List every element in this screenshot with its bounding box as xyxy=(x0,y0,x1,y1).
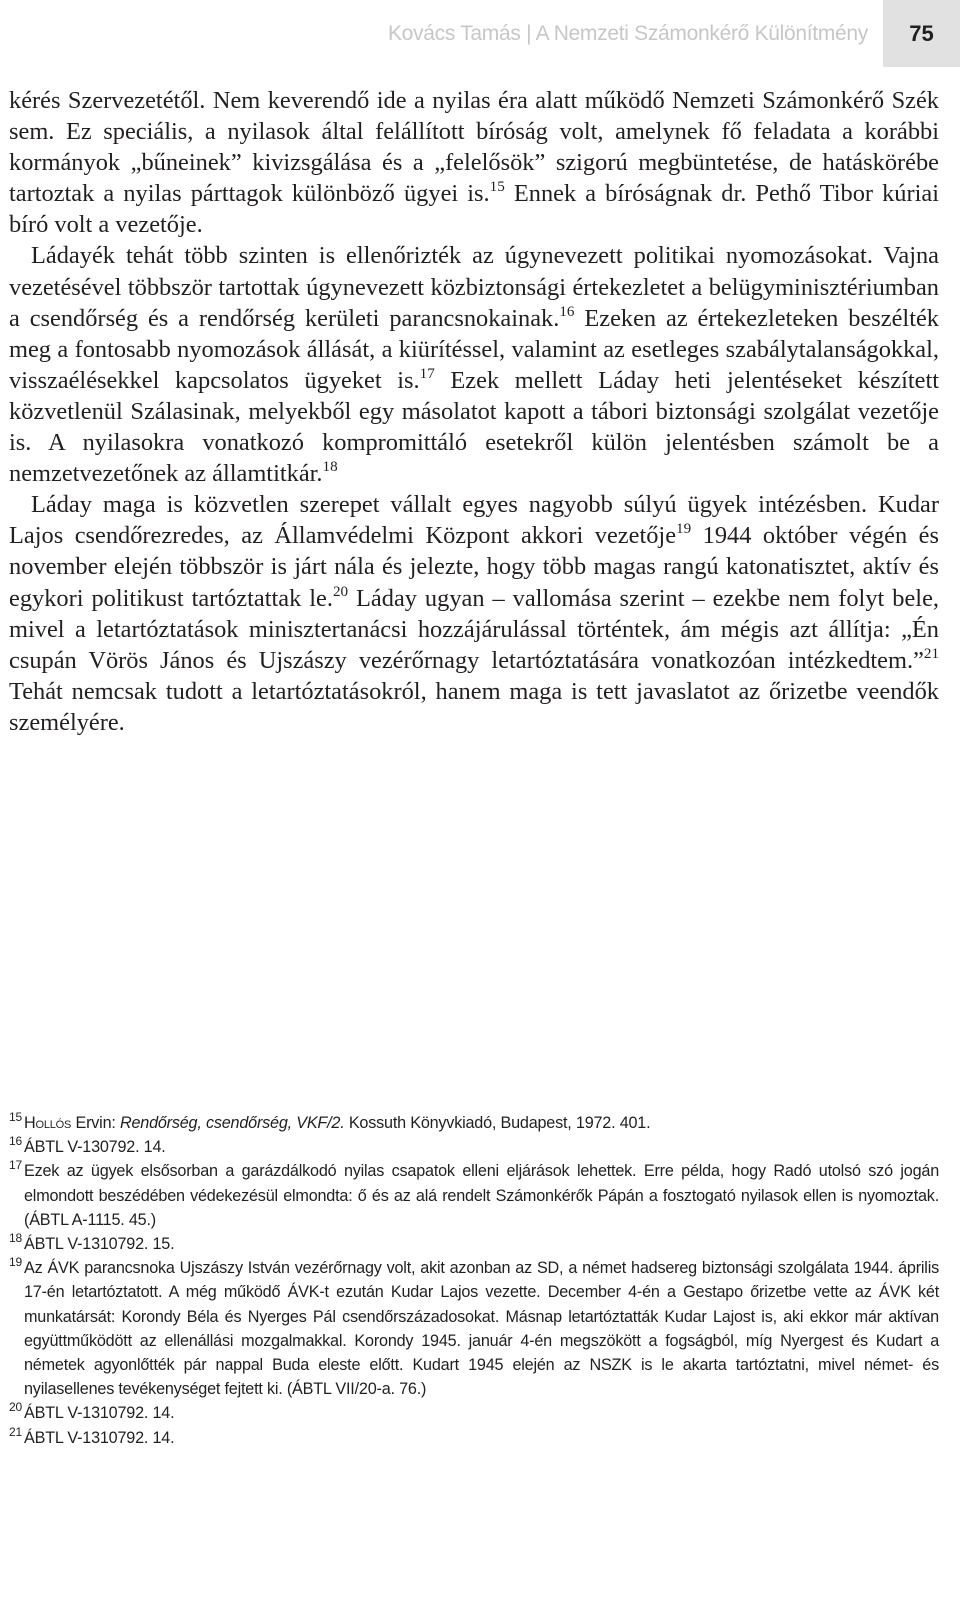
footnote-number: 21 xyxy=(9,1424,22,1439)
footnote-number: 20 xyxy=(9,1400,22,1415)
footnote-author: Hollós xyxy=(24,1114,72,1132)
footnote-ref-19: 19 xyxy=(676,521,692,538)
text-run: kérés Szervezetétől. Nem keverendő ide a nyilas éra alatt működő Nemzeti Számonkérő Szék sem. Ez speciális, a nyilasok által felállított bíróság volt, amelynek fő feladata a korábbi kormányok „bűneinek” kivizsgálása és a „felelősök” szigorú megbüntetése, de hatáskörébe tartoztak a nyilas párttagok különböző ügyei is. xyxy=(9,87,939,208)
footnote-ref-15: 15 xyxy=(489,179,505,196)
footnote-ref-16: 16 xyxy=(559,303,575,320)
footnote-text: ÁBTL V-1310792. 14. xyxy=(24,1404,175,1423)
text-run: 1944 október végén és november elején többször is járt nála és jelezte, hogy több magas rangú katonatisztet, aktív és egykori politikust tartóztattak le. xyxy=(9,522,940,612)
footnote-number: 19 xyxy=(9,1255,22,1270)
footnote-title: Rendőrség, csendőrség, VKF/2. xyxy=(119,1114,345,1132)
text-run: Tehát nemcsak tudott a letartóztatásokról, hanem maga is tett javaslatot az őrizetbe veendők személyére. xyxy=(9,677,939,736)
footnote-text: Kossuth Könyvkiadó, Budapest, 1972. 401. xyxy=(344,1114,651,1132)
main-text xyxy=(9,85,939,738)
footnote-number: 18 xyxy=(9,1231,22,1246)
footnote-text: ÁBTL V-1310792. 14. xyxy=(24,1428,175,1447)
footnote-19 xyxy=(9,1256,939,1401)
footnote-number: 17 xyxy=(9,1158,22,1173)
text-run: Ládayék tehát több szinten is ellenőrizték az úgynevezett politikai nyomozásokat. Vajna vezetésével többször tartottak úgynevezett közbiztonsági értekezletet a belügyminisztériumban a csendőrség és a rendőrség kerületi parancsnokainak. xyxy=(9,242,939,332)
footnote-text: Az ÁVK parancsnoka Ujszászy István vezérőrnagy volt, akit azonban az SD, a német hadsereg biztonsági szolgálata 1944. április 17-én letartóztatott. A még működő ÁVK-t ezután Kudar Lajos vezette. December 4-én a Gestapo őrizetbe vette az ÁVK két munkatársát: Korondy Béla és Nyerges Pál csendőrszázadosokat. Másnap letartóztatták Kudar Lajost is, aki ekkor már aktívan együttműködött az ellenállási mozgalmakkal. Korondy 1945. január 4-én megszökött a fogságból, míg Nyergest és Kudart a németek agyonlőtték pár nappal Buda eleste előtt. Kudart 1945 elején az NSZK is le akarta tartóztatni, mivel német- és nyilasellenes tevékenységet fejtett ki. (ÁBTL VII/20-a. 76.) xyxy=(24,1259,939,1399)
footnote-text: ÁBTL V-130792. 14. xyxy=(24,1138,166,1157)
text-run: Láday maga is közvetlen szerepet vállalt egyes nagyobb súlyú ügyek intézésben. Kudar Lajos csendőrezredes, az Államvédelmi Központ akkori vezetője xyxy=(9,491,939,550)
paragraph-3 xyxy=(9,489,939,738)
footnote-ref-17: 17 xyxy=(419,366,435,383)
footnote-number: 16 xyxy=(9,1134,22,1149)
footnote-18 xyxy=(9,1232,939,1256)
footnote-author-rest: Ervin: xyxy=(71,1114,120,1132)
footnote-17 xyxy=(9,1159,939,1232)
footnote-16 xyxy=(9,1135,939,1159)
page-number xyxy=(883,0,960,67)
paragraph-1 xyxy=(9,85,939,240)
text-run: Ezeken az értekezleteken beszélték meg a fontosabb nyomozások állását, a kiürítéssel, valamint az esetleges szabálytalanságokkal, visszaélésekkel kapcsolatos ügyeket is. xyxy=(9,304,939,394)
footnote-ref-18: 18 xyxy=(322,459,338,476)
page-number-label: 75 xyxy=(909,21,934,46)
footnote-ref-20: 20 xyxy=(332,583,349,600)
text-run: Ennek a bíróságnak dr. Pethő Tibor kúriai bíró volt a vezetője. xyxy=(9,180,940,239)
footnote-ref-21: 21 xyxy=(923,645,939,662)
text-run: Láday ugyan – vallomása szerint – ezekbe nem folyt bele, mivel a letartóztatások minisztertanácsi hozzájárulással történtek, ám mégis azt állítja: „Én csupán Vörös János és Ujszászy vezérőrnagy letartóztatására vonatkozóan intézkedtem.” xyxy=(9,584,939,674)
footnote-15 xyxy=(9,1111,939,1135)
text-run: Ezek mellett Láday heti jelentéseket készített közvetlenül Szálasinak, melyekből egy másolatot kapott a tábori biztonsági szolgálat vezetője is. A nyilasokra vonatkozó kompromittáló esetekről külön jelentésben számolt be a nemzetvezetőnek az államtitkár. xyxy=(9,366,939,488)
footnote-text: Ezek az ügyek elsősorban a garázdálkodó nyilas csapatok elleni eljárások lehettek. Erre példa, hogy Radó utolsó szó jogán elmondott beszédében védekezésül elmondta: ő és az alá rendelt Számonkérők Pápán a fosztogató nyilasok ellen is nyomoztak. (ÁBTL A-1115. 45.) xyxy=(24,1162,939,1229)
footnote-20 xyxy=(9,1401,939,1425)
paragraph-2 xyxy=(9,240,939,489)
footnote-21 xyxy=(9,1426,939,1450)
running-title: Kovács Tamás | A Nemzeti Számonkérő Különítmény xyxy=(387,22,868,45)
running-header xyxy=(300,14,868,54)
footnote-number: 15 xyxy=(9,1110,22,1124)
footnotes xyxy=(9,1111,939,1450)
footnote-text: ÁBTL V-1310792. 15. xyxy=(24,1235,175,1254)
